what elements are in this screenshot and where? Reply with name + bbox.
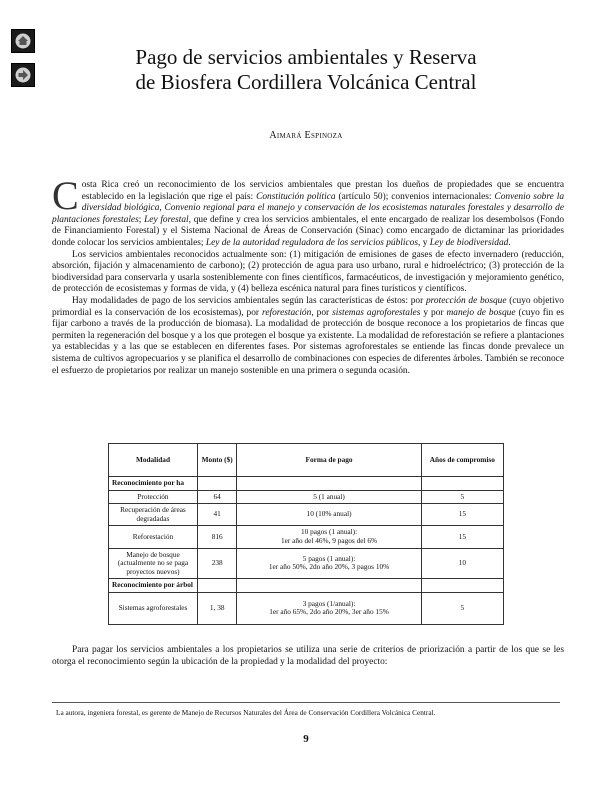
author-footnote: La autora, ingeniera forestal, es gerente de Manejo de Recursos Naturales del Área de Conservación Cordillera Volcánica Central. (56, 708, 436, 717)
cell-monto: 816 (197, 526, 237, 548)
table-row (109, 548, 504, 579)
table-cell (197, 579, 237, 593)
column-header: Monto ($) (197, 444, 237, 477)
title-line-1: Pago de servicios ambientales y Reserva (135, 45, 477, 69)
text: , que define y crea los servicios ambientales, el ente encargado de realizar los desembolsos (Fondo de Financiamiento Forestal) y el Sistema Nacional de Áreas de Conservación (Sinac) como encargado de dictaminar las prioridades donde colocar los servicios ambientales; (52, 214, 565, 248)
table-row (109, 490, 504, 504)
cell-forma (237, 526, 421, 548)
table-section-row (109, 579, 504, 593)
text: (cuyo objetivo primordial es la conservación de los ecosistemas), por (52, 295, 564, 318)
column-header: Forma de pago (237, 444, 421, 477)
table-cell (197, 477, 237, 491)
italic-text: Ley de la autoridad reguladora de los servicios públicos (205, 237, 418, 248)
table-cell (421, 477, 503, 491)
home-icon (15, 33, 31, 49)
table-header-row (109, 444, 504, 477)
column-header: Modalidad (109, 444, 198, 477)
cell-forma (237, 592, 421, 624)
table-row (109, 504, 504, 526)
paragraph-3 (52, 296, 564, 377)
cell-anos: 10 (421, 548, 503, 579)
italic-text: Constitución política (256, 191, 336, 202)
paragraph-1 (52, 173, 565, 250)
text: , y (418, 237, 430, 248)
paragraph-2: Los servicios ambientales reconocidos actualmente son: (1) mitigación de emisiones de gases de efecto invernadero (reducción, absorción, fijación y almacenamiento de carbono); (2) protección de agua para uso urbano, rural e hidroeléctrico; (3) protección de la biodiversidad para conservarla y usarla sosteniblemente con fines científicos, farmacéuticos, de investigación y mejoramiento genético, de protección de ecosistemas y formas de vida, y (4) belleza escénica natural para fines turísticos y científicos. (52, 249, 564, 295)
text: osta Rica creó un reconocimiento de los servicios ambientales que prestan los dueños de propiedades que se encuentra establecido en la legislación que rige el país: (81, 180, 564, 202)
italic-text: Ley de biodiversidad (429, 237, 509, 248)
text: 3 pagos (1/anual): (302, 598, 356, 608)
cell-anos: 5 (421, 490, 503, 504)
closing-paragraph: Para pagar los servicios ambientales a los propietarios se utiliza una serie de criterios de priorización a partir de los que se les otorga el reconocimiento según la ubicación de la propiedad y la modalidad del proyecto: (52, 645, 564, 667)
cell-anos: 5 (421, 592, 503, 624)
table-cell (237, 579, 421, 593)
text: (cuyo fin es fijar carbono a través de la producción de biomasa). La modalidad de protección de bosque reconoce a los propietarios de fincas que permiten la regeneración del bosque y a los que protegen el bosque ya existente. La modalidad de reforestación se refiere a plantaciones ya establecidas y a las que se establecen en diferentes fases. Por sistemas agroforestales se entiende las fincas donde prevalece un sistema de cultivos agropecuarios y se planifica el desarrollo de combinaciones con especies de diferentes árboles. También se reconoce el esfuerzo de propietarios por realizar un manejo sostenible en una primera o segunda ocasión. (52, 307, 565, 376)
drop-cap: C (52, 173, 79, 218)
cell-modalidad: Recuperación de áreas degradadas (109, 504, 198, 526)
cell-modalidad: Reforestación (109, 526, 198, 548)
cell-monto: 41 (197, 504, 237, 526)
article-title (60, 45, 552, 95)
text: 1er año 65%, 2do año 20%, 3er año 15% (269, 607, 389, 617)
text: 1er año 50%, 2do año 20%, 3 pagos 10% (268, 562, 390, 572)
table-row (109, 592, 504, 624)
text: ; (138, 214, 145, 225)
article-body (52, 173, 565, 377)
column-header: Años de compromiso (421, 444, 503, 477)
cell-modalidad: Manejo de bosque (actualmente no se paga proyectos nuevos) (109, 548, 198, 579)
cell-modalidad: Protección (109, 490, 198, 504)
cell-anos: 15 (421, 504, 503, 526)
title-line-2: de Biosfera Cordillera Volcánica Central (135, 70, 477, 94)
text: 10 pagos (1 anual): (300, 527, 358, 537)
section-label: Reconocimiento por ha (109, 477, 198, 491)
footnote-divider (52, 702, 560, 703)
italic-text: manejo de bosque (446, 307, 516, 318)
author: Aimará Espinoza (269, 130, 343, 141)
italic-text: sistemas agroforestales (332, 307, 421, 318)
cell-anos: 15 (421, 526, 503, 548)
italic-text: Convenio sobre la diversidad biológica, Convenio regional para el manejo y conservación de los ecosistemas naturales forestales y desarrollo de plantaciones forestales (52, 191, 565, 225)
page-number: 9 (303, 733, 309, 745)
text: (artículo 50); convenios internacionales: (335, 191, 495, 202)
next-page-button[interactable] (11, 63, 35, 87)
table-cell (237, 477, 421, 491)
text: 1er año del 46%, 9 pagos del 6% (281, 535, 378, 545)
table-section-row (109, 477, 504, 491)
cell-forma (237, 548, 421, 579)
text: Hay modalidades de pago de los servicios ambientales según las características de éstos: por (72, 295, 426, 306)
text: , por (311, 307, 333, 318)
arrow-right-icon (15, 67, 31, 83)
table-cell (421, 579, 503, 593)
cell-modalidad: Sistemas agroforestales (109, 592, 198, 624)
table-row (109, 526, 504, 548)
italic-text: Ley forestal (144, 214, 189, 225)
payment-modalities-table (108, 443, 504, 625)
cell-forma: 10 (10% anual) (237, 504, 421, 526)
text: y por (420, 307, 447, 318)
home-button[interactable] (11, 29, 35, 53)
cell-monto: 1, 38 (197, 592, 237, 624)
cell-forma: 5 (1 anual) (237, 490, 421, 504)
cell-monto: 238 (197, 548, 237, 579)
cell-monto: 64 (197, 490, 237, 504)
section-label: Reconocimiento por árbol (109, 579, 198, 593)
italic-text: reforestación (262, 307, 312, 318)
text: . (508, 237, 511, 248)
text: 5 pagos (1 anual): (302, 553, 356, 563)
italic-text: protección de bosque (425, 295, 507, 306)
